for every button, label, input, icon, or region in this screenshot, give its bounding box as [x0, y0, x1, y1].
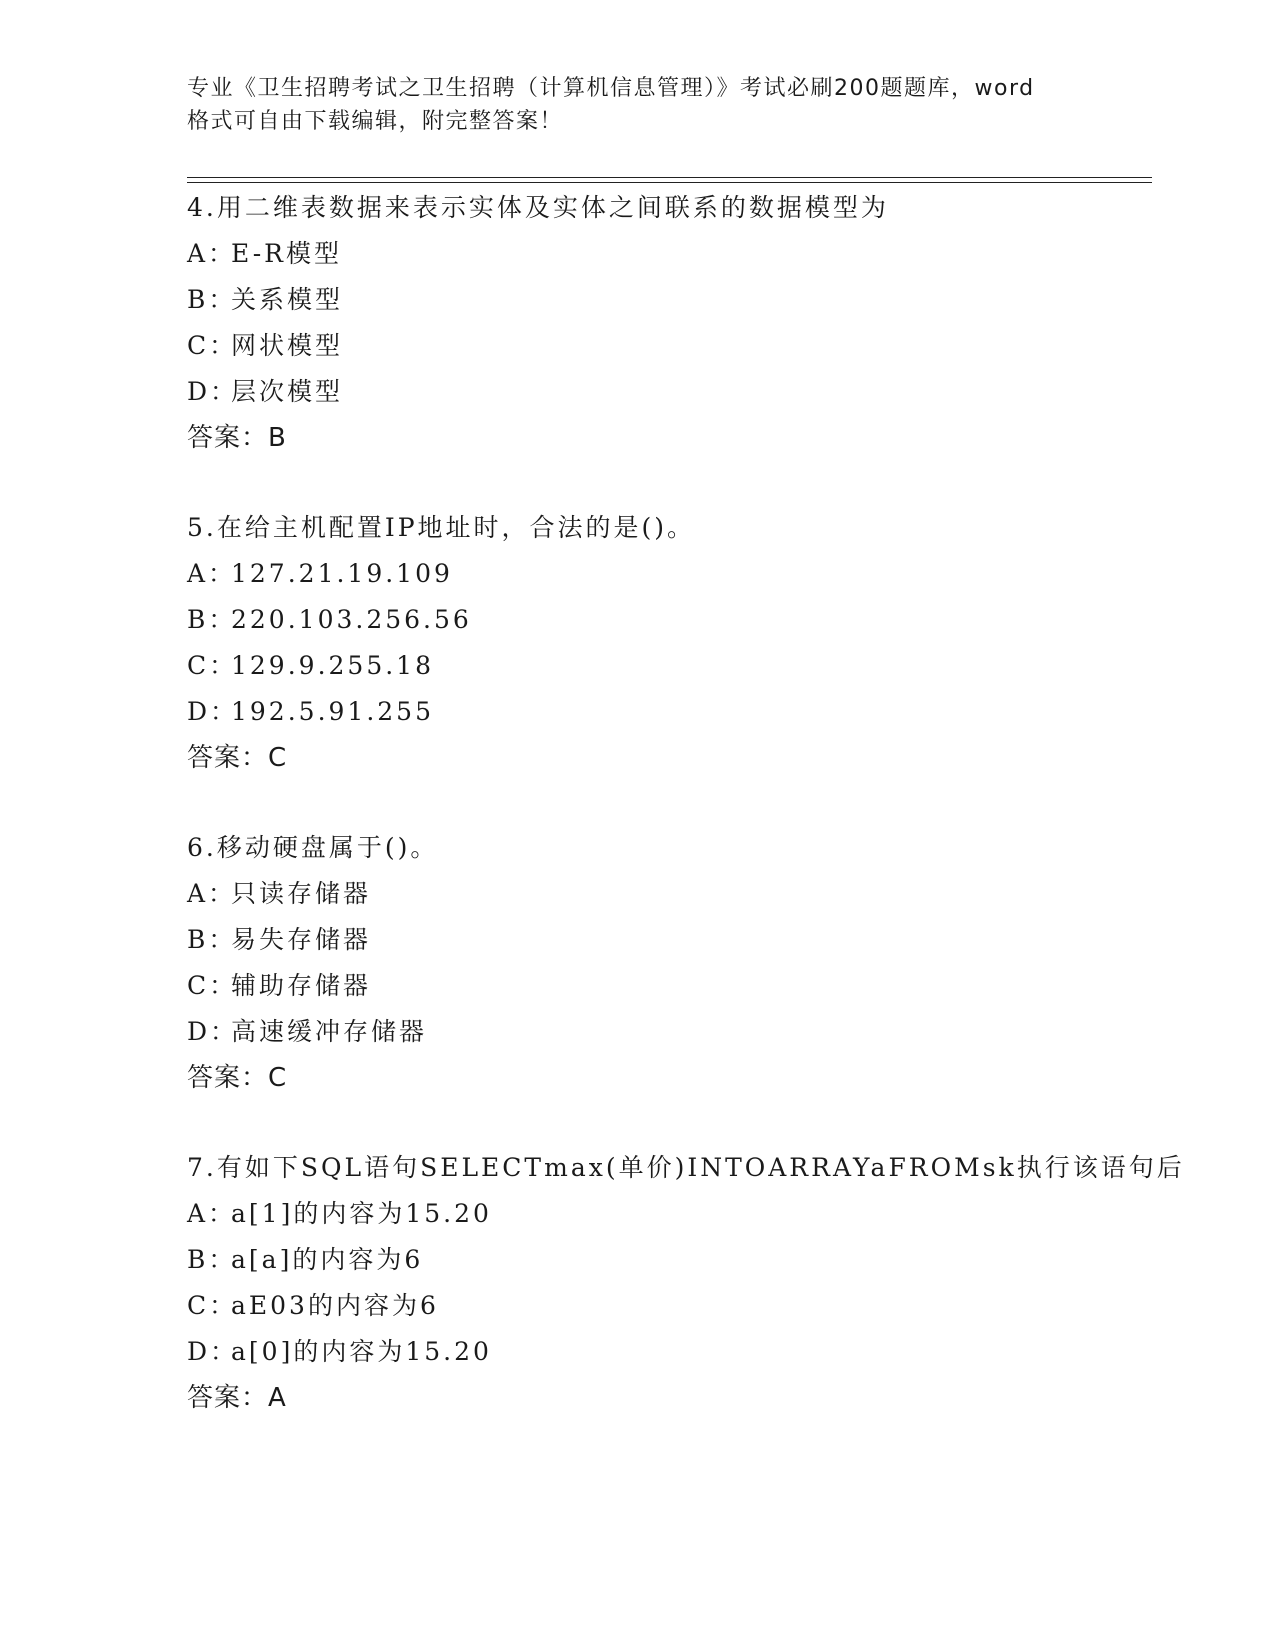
- option-text: 220.103.256.56: [231, 605, 472, 634]
- option-c: [187, 323, 1187, 369]
- question-stem: 5.在给主机配置IP地址时，合法的是()。: [187, 513, 696, 542]
- option-a: [187, 231, 1187, 277]
- document-header: [187, 72, 1087, 138]
- option-label: B：: [187, 285, 237, 314]
- option-text: 129.9.255.18: [231, 651, 434, 680]
- option-text: E-R模型: [231, 239, 342, 268]
- option-text: 关系模型: [231, 285, 344, 314]
- option-text: 易失存储器: [231, 925, 372, 954]
- question-stem: 7.有如下SQL语句SELECTmax(单价)INTOARRAYaFROMsk执行该语句后: [187, 1153, 1185, 1182]
- header-divider-top: [187, 177, 1152, 178]
- option-text: 127.21.19.109: [231, 559, 453, 588]
- option-label: C：: [187, 971, 238, 1000]
- option-a: [187, 1191, 1187, 1237]
- header-divider-bottom: [187, 182, 1152, 183]
- option-label: A：: [187, 559, 237, 588]
- option-text: aE03的内容为6: [231, 1291, 439, 1320]
- header-line-1: 专业《卫生招聘考试之卫生招聘（计算机信息管理）》考试必刷200题题库，word: [187, 76, 1035, 101]
- option-text: 层次模型: [231, 377, 344, 406]
- option-b: [187, 1237, 1187, 1283]
- option-text: 高速缓冲存储器: [231, 1017, 428, 1046]
- option-d: [187, 1009, 1187, 1055]
- option-c: [187, 1283, 1187, 1329]
- option-label: D：: [187, 1337, 239, 1366]
- option-text: 辅助存储器: [231, 971, 372, 1000]
- option-text: 只读存储器: [231, 879, 372, 908]
- option-label: D：: [187, 697, 239, 726]
- option-label: B：: [187, 925, 237, 954]
- option-label: A：: [187, 879, 237, 908]
- answer-line: 答案：A: [187, 1383, 287, 1413]
- option-c: [187, 643, 1187, 689]
- option-text: 192.5.91.255: [231, 697, 434, 726]
- option-b: [187, 917, 1187, 963]
- question-5: [187, 505, 1187, 781]
- option-b: [187, 597, 1187, 643]
- option-c: [187, 963, 1187, 1009]
- option-label: B：: [187, 605, 237, 634]
- answer-line: 答案：C: [187, 743, 288, 773]
- option-label: A：: [187, 1199, 237, 1228]
- option-d: [187, 369, 1187, 415]
- option-label: B：: [187, 1245, 237, 1274]
- option-label: D：: [187, 1017, 239, 1046]
- question-7: [187, 1145, 1187, 1421]
- option-label: C：: [187, 1291, 238, 1320]
- option-label: D：: [187, 377, 239, 406]
- question-6: [187, 825, 1187, 1101]
- answer-line: 答案：B: [187, 423, 287, 453]
- option-b: [187, 277, 1187, 323]
- option-d: [187, 689, 1187, 735]
- option-text: a[1]的内容为15.20: [231, 1199, 492, 1228]
- option-text: a[a]的内容为6: [231, 1245, 424, 1274]
- question-4: [187, 185, 1187, 461]
- option-label: C：: [187, 651, 238, 680]
- answer-line: 答案：C: [187, 1063, 288, 1093]
- option-a: [187, 871, 1187, 917]
- option-label: C：: [187, 331, 238, 360]
- question-stem: 4.用二维表数据来表示实体及实体之间联系的数据模型为: [187, 193, 889, 222]
- option-a: [187, 551, 1187, 597]
- header-line-2: 格式可自由下载编辑，附完整答案！: [187, 109, 564, 134]
- question-stem: 6.移动硬盘属于()。: [187, 833, 439, 862]
- option-label: A：: [187, 239, 237, 268]
- option-text: 网状模型: [231, 331, 344, 360]
- option-text: a[0]的内容为15.20: [231, 1337, 492, 1366]
- option-d: [187, 1329, 1187, 1375]
